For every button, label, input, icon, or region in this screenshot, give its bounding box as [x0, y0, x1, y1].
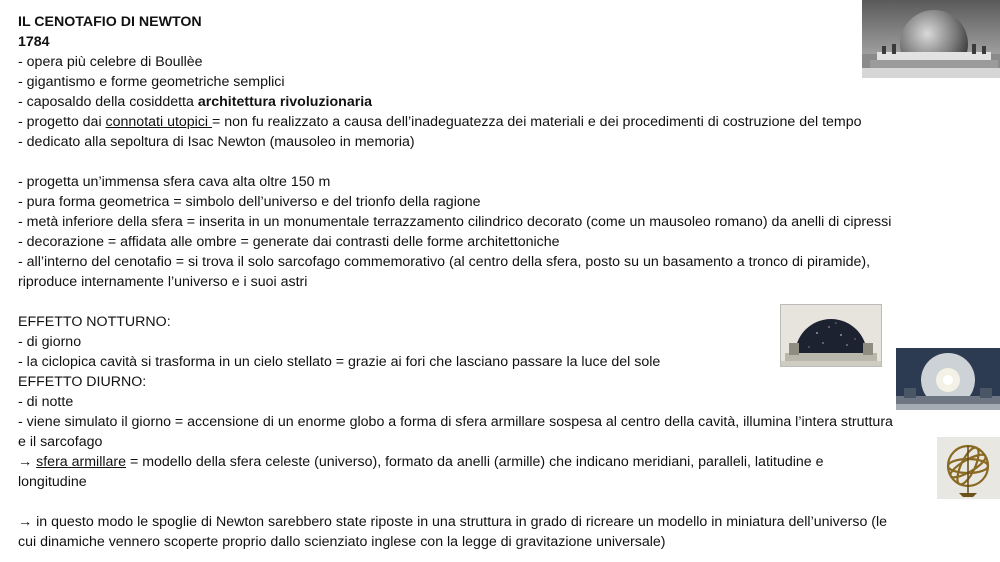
cenotaph-exterior-image	[862, 0, 1000, 78]
night-effect-image	[780, 304, 882, 367]
slide-text	[18, 12, 993, 552]
day-effect-line-1: - di notte	[18, 394, 74, 410]
arrow-icon: →	[18, 514, 37, 530]
intro-line-4	[18, 112, 993, 132]
conclusion-line-1	[18, 512, 993, 532]
night-effect-line-2: - la ciclopica cavità si trasforma in un cielo stellato = grazie ai fori che lasciano passare la luce del sole	[18, 354, 661, 370]
armillary-line-2: longitudine	[18, 474, 87, 490]
utopian-term: connotati utopici	[105, 114, 213, 130]
slide-title: IL CENOTAFIO DI NEWTON	[18, 14, 202, 30]
spacer	[18, 152, 993, 172]
intro-line-3	[18, 92, 993, 112]
armillary-term: sfera armillare	[36, 454, 127, 470]
day-effect-image	[896, 348, 1000, 410]
intro-line-4-rest: = non fu realizzato a causa dell’inadeguatezza dei materiali e dei procedimenti di costruzione del tempo	[212, 114, 862, 130]
armillary-sphere-image	[937, 437, 1000, 499]
night-effect-line-1: - di giorno	[18, 334, 82, 350]
day-effect-line-3: e il sarcofago	[18, 434, 103, 450]
night-effect-heading: EFFETTO NOTTURNO:	[18, 314, 171, 330]
design-line-2: - pura forma geometrica = simbolo dell’universo e del trionfo della ragione	[18, 194, 481, 210]
conclusion-line-2: cui dinamiche vennero scoperte proprio dallo scienziato inglese con la legge di gravitazione universale)	[18, 534, 666, 550]
armillary-line-1	[18, 452, 993, 472]
slide-year: 1784	[18, 34, 50, 50]
day-effect-heading: EFFETTO DIURNO:	[18, 374, 147, 390]
intro-line-1: - opera più celebre di Boullèe	[18, 54, 203, 70]
design-line-4: - decorazione = affidata alle ombre = generate dai contrasti delle forme architettoniche	[18, 234, 560, 250]
intro-line-3-text: - caposaldo della cosiddetta	[18, 94, 198, 110]
design-line-1: - progetta un’immensa sfera cava alta oltre 150 m	[18, 174, 331, 190]
design-line-5: - all’interno del cenotafio = si trova il solo sarcofago commemorativo (al centro della sfera, posto su un basamento a tronco di piramide),	[18, 254, 871, 270]
arrow-icon: →	[18, 454, 37, 470]
armillary-definition: = modello della sfera celeste (universo), formato da anelli (armille) che indicano meridiani, paralleli, latitudine e	[126, 454, 824, 470]
intro-line-4-text: - progetto dai	[18, 114, 106, 130]
intro-line-5: - dedicato alla sepoltura di Isac Newton (mausoleo in memoria)	[18, 134, 415, 150]
intro-line-2: - gigantismo e forme geometriche semplici	[18, 74, 285, 90]
architecture-term: architettura rivoluzionaria	[197, 94, 373, 110]
day-effect-line-2: - viene simulato il giorno = accensione di un enorme globo a forma di sfera armillare sospesa al centro della cavità, illumina l’intera struttura	[18, 414, 893, 430]
conclusion-text: in questo modo le spoglie di Newton sarebbero state riposte in una struttura in grado di ricreare un modello in miniatura dell’universo (le	[36, 514, 888, 530]
design-line-3: - metà inferiore della sfera = inserita in un monumentale terrazzamento cilindrico decorato (come un mausoleo romano) da anelli di cipressi	[18, 214, 892, 230]
design-line-6: riproduce internamente l’universo e i suoi astri	[18, 274, 308, 290]
spacer	[18, 492, 993, 512]
